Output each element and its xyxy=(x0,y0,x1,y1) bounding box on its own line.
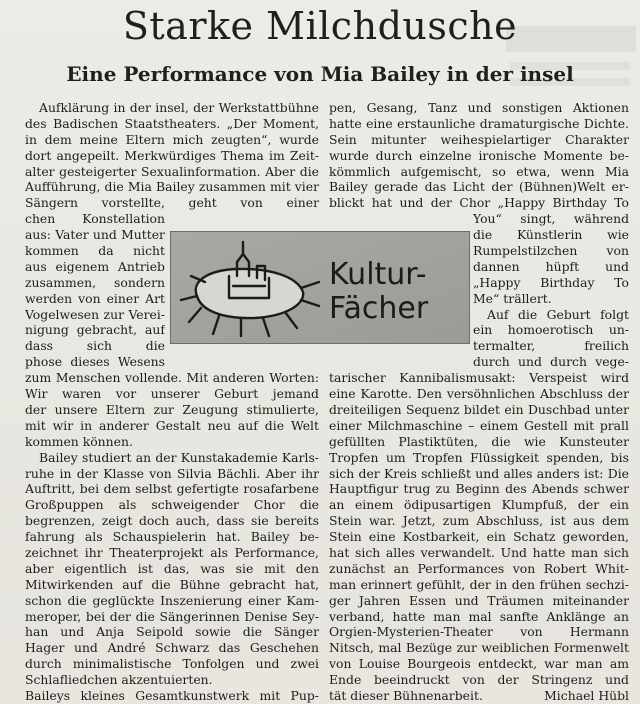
kultur-faecher-box xyxy=(170,231,470,344)
right-column-line: dannen hüpft und xyxy=(473,258,629,274)
left-column-line: Vogelwesen zur Verei- xyxy=(25,306,165,322)
right-column xyxy=(329,100,629,704)
right-column-line: Hauptfigur trug zu Beginn des Abends schwer xyxy=(329,481,629,497)
left-column-line: kommen können. xyxy=(25,433,133,449)
left-column-line: mit wir in anderer Gestalt neu auf die Welt xyxy=(25,417,319,433)
left-column-line: Sängern vorstellte, geht von einer xyxy=(25,195,319,211)
right-column-line: durch und durch vege- xyxy=(473,354,629,370)
left-column-line: han und Anja Seipold sowie die Sänger xyxy=(25,624,319,640)
left-column-line: begrenzen, zeigt doch auch, dass sie bereits xyxy=(25,513,319,529)
right-column-line: Stein war. Jetzt, zum Abschluss, ist aus dem xyxy=(329,513,629,529)
right-column-line: dreiteiligen Sequenz bildet ein Duschbad unter xyxy=(329,401,629,417)
left-column-line: phose dieses Wesens xyxy=(25,354,165,370)
left-column-line: Großpuppen als schweigender Chor die xyxy=(25,497,319,513)
right-column-line: Nitsch, mal Bezüge zur weiblichen Formenwelt xyxy=(329,640,629,656)
right-column-line: tät dieser Bühnenarbeit. Michael Hübl xyxy=(329,687,629,703)
right-column-line: von Louise Bourgeois entdeckt, war man am xyxy=(329,656,629,672)
left-column-line: aber eigentlich ist das, was sie mit den xyxy=(25,560,319,576)
left-column-line: Hager und André Schwarz das Geschehen xyxy=(25,640,319,656)
box-label-line1: Kultur- xyxy=(329,257,427,292)
right-column-line: zunächst an Performances von Robert Whit- xyxy=(329,560,629,576)
left-column-line: Aufführung, die Mia Bailey zusammen mit vier xyxy=(25,179,319,195)
left-column-line: Aufklärung in der insel, der Werkstattbühne xyxy=(39,100,319,115)
left-column-line: in dem meine Eltern mich zeugten“, wurde xyxy=(25,131,319,147)
left-column-line: aus eigenem Antrieb xyxy=(25,258,165,274)
right-column-line: Stein eine Kostbarkeit, ein Schatz geworden, xyxy=(329,529,629,545)
right-column-line: die Künstlerin wie xyxy=(473,227,629,243)
left-column xyxy=(25,100,319,704)
left-column-line: nigung gebracht, auf xyxy=(25,322,165,338)
box-label-line2: Fächer xyxy=(329,291,429,326)
castle-fan-icon xyxy=(177,236,327,340)
right-column-line: ger Jahren Essen und Träumen miteinander xyxy=(329,592,629,608)
left-column-line: aus: Vater und Mutter xyxy=(25,227,165,243)
right-column-line: Orgien-Mysterien-Theater von Hermann xyxy=(329,624,629,640)
right-column-line: man erinnert gefühlt, der in den frühen sechzi- xyxy=(329,576,629,592)
right-column-line: kömmlich aufgemischt, so etwa, wenn Mia xyxy=(329,163,629,179)
left-column-line: schon die geglückte Inszenierung einer Kam- xyxy=(25,592,319,608)
left-column-line: durch minimalistische Tonfolgen und zwei xyxy=(25,656,319,672)
right-column-line: You“ singt, während xyxy=(473,211,629,227)
left-column-line: zusammen, sondern xyxy=(25,274,165,290)
left-column-line: Schlafliedchen akzentuierten. xyxy=(25,672,213,688)
right-column-line: Tropfen um Tropfen Flüssigkeit spenden, bis xyxy=(329,449,629,465)
left-column-line: des Badischen Staatstheaters. „Der Moment, xyxy=(25,115,319,131)
right-column-line: wurde durch einzelne ironische Momente be- xyxy=(329,147,629,163)
right-column-line: gefüllten Plastiktüten, die wie Kunsteuter xyxy=(329,433,629,449)
right-column-line: blickt hat und der Chor „Happy Birthday To xyxy=(329,195,629,211)
left-column-line: chen Konstellation xyxy=(25,211,165,227)
left-column-line: der unsere Eltern zur Zeugung stimulierte, xyxy=(25,401,319,417)
right-column-line: sich der Kreis schließt und alles anders ist: Die xyxy=(329,465,629,481)
left-column-line: meroper, bei der die Sängerinnen Denise Sey- xyxy=(25,608,319,624)
author-name: Michael Hübl xyxy=(544,687,629,703)
right-column-line: ein homoerotisch un- xyxy=(473,322,629,338)
left-column-line: werden von einer Art xyxy=(25,290,165,306)
left-column-line: zeichnet ihr Theaterprojekt als Performance, xyxy=(25,544,319,560)
left-column-line: kommen da nicht xyxy=(25,243,165,259)
left-column-line: ruhe in der Klasse von Silvia Bächli. Aber ihr xyxy=(25,465,319,481)
article-subtitle: Eine Performance von Mia Bailey in der insel xyxy=(66,62,574,86)
left-column-line: Bailey studiert an der Kunstakademie Karls- xyxy=(39,449,319,465)
left-column-line: Auftritt, bei dem selbst gefertigte rosafarbene xyxy=(25,481,319,497)
left-column-line: Wir waren vor unserer Geburt jemand xyxy=(25,386,319,402)
right-column-line: pen, Gesang, Tanz und sonstigen Aktionen xyxy=(329,100,629,115)
right-column-line: hatte eine erstaunliche dramaturgische Dichte. xyxy=(329,115,629,131)
right-column-line: Rumpelstilzchen von xyxy=(473,243,629,259)
left-column-line: alter gesteigerter Sexualinformation. Aber die xyxy=(25,163,319,179)
right-column-line: hat sich alles verwandelt. Und hatte man sich xyxy=(329,544,629,560)
left-column-line: dass sich die xyxy=(25,338,165,354)
right-column-line: einer Milchmaschine – einem Gestell mit prall xyxy=(329,417,629,433)
left-column-line: Mitwirkenden auf die Bühne gebracht hat, xyxy=(25,576,319,592)
box-label xyxy=(329,258,428,326)
right-column-line: Auf die Geburt folgt xyxy=(487,306,629,322)
left-column-line: dort angepeilt. Merkwürdiges Thema im Zeit- xyxy=(25,147,319,163)
left-column-line: Baileys kleines Gesamtkunstwerk mit Pup- xyxy=(25,687,319,703)
right-column-line: eine Karotte. Den versöhnlichen Abschluss der xyxy=(329,386,629,402)
article-title: Starke Milchdusche xyxy=(122,4,518,48)
right-column-line: „Happy Birthday To xyxy=(473,274,629,290)
right-column-line: Me“ trällert. xyxy=(473,290,552,306)
right-column-line: termalter, freilich xyxy=(473,338,629,354)
right-column-line: Sein mitunter weihespielartiger Charakter xyxy=(329,131,629,147)
right-column-line: verband, hatte man mal sanfte Anklänge an xyxy=(329,608,629,624)
right-column-line: Bailey gerade das Licht der (Bühnen)Welt er- xyxy=(329,179,629,195)
left-column-line: zum Menschen vollende. Mit anderen Worten: xyxy=(25,370,319,386)
left-column-line: fahrung als Schauspielerin hat. Bailey be- xyxy=(25,529,319,545)
right-column-line: an einem ödipusartigen Klumpfuß, der ein xyxy=(329,497,629,513)
right-column-line: tarischer Kannibalismusakt: Verspeist wird xyxy=(329,370,629,386)
right-column-line: Ende beeindruckt von der Stringenz und xyxy=(329,672,629,688)
